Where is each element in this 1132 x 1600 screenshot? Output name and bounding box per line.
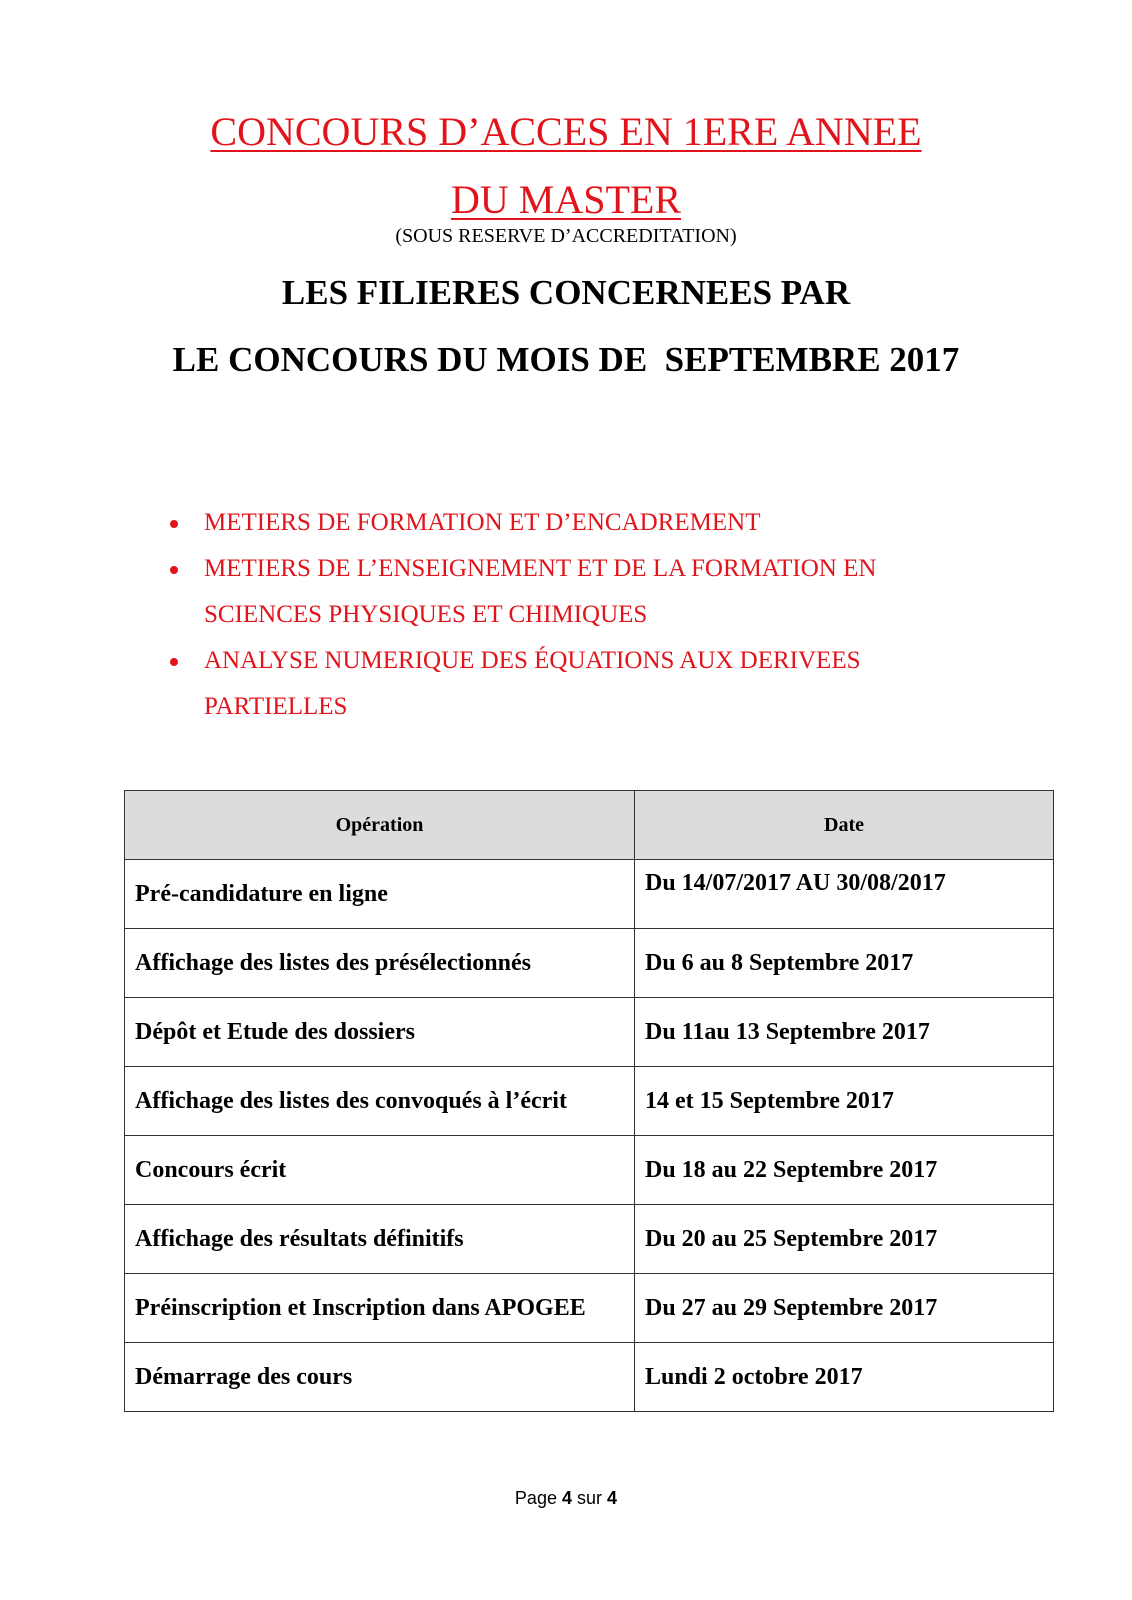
title-line-2: DU MASTER [450,177,682,222]
date-cell: Du 14/07/2017 AU 30/08/2017 [635,860,1054,929]
column-header-date: Date [635,791,1054,860]
table-row [125,1343,1054,1412]
date-cell: Du 18 au 22 Septembre 2017 [635,1136,1054,1205]
list-item [170,546,930,638]
table-header-row [125,791,1054,860]
table-row [125,1067,1054,1136]
date-cell: Du 20 au 25 Septembre 2017 [635,1205,1054,1274]
operation-cell: Affichage des listes des convoqués à l’écrit [125,1067,635,1136]
operation-cell: Affichage des listes des présélectionnés [125,929,635,998]
heading-line-2: LE CONCOURS DU MOIS DE SEPTEMBRE 2017 [172,340,960,379]
table-row [125,929,1054,998]
bullet-icon [170,658,178,666]
filiere-label: METIERS DE FORMATION ET D’ENCADREMENT [204,509,761,536]
current-page-number: 4 [561,1488,572,1508]
page-footer [0,1488,1132,1509]
list-item [170,638,930,730]
title-line-1: CONCOURS D’ACCES EN 1ERE ANNEE [210,109,922,154]
list-item [170,500,930,546]
operation-cell: Démarrage des cours [125,1343,635,1412]
bullet-icon [170,520,178,528]
page-separator: sur [577,1488,603,1508]
heading-line-1: LES FILIERES CONCERNEES PAR [281,273,851,312]
operation-cell: Concours écrit [125,1136,635,1205]
table-row [125,998,1054,1067]
table-row [125,1205,1054,1274]
operation-cell: Dépôt et Etude des dossiers [125,998,635,1067]
table-row [125,1136,1054,1205]
page-label: Page [514,1488,557,1508]
total-pages-number: 4 [607,1488,618,1508]
table-row [125,1274,1054,1343]
date-cell: 14 et 15 Septembre 2017 [635,1067,1054,1136]
date-cell: Du 11au 13 Septembre 2017 [635,998,1054,1067]
schedule-table [124,790,1054,1412]
date-cell: Du 27 au 29 Septembre 2017 [635,1274,1054,1343]
subtitle: (SOUS RESERVE D’ACCREDITATION) [395,225,737,247]
filiere-label: ANALYSE NUMERIQUE DES ÉQUATIONS AUX DERIVEES PARTIELLES [204,647,861,720]
operation-cell: Préinscription et Inscription dans APOGEE [125,1274,635,1343]
table-row [125,860,1054,929]
column-header-operation: Opération [125,791,635,860]
operation-cell: Pré-candidature en ligne [125,860,635,929]
filieres-list [170,500,930,730]
operation-cell: Affichage des résultats définitifs [125,1205,635,1274]
filiere-label: METIERS DE L’ENSEIGNEMENT ET DE LA FORMATION EN SCIENCES PHYSIQUES ET CHIMIQUES [204,555,877,628]
date-cell: Lundi 2 octobre 2017 [635,1343,1054,1412]
bullet-icon [170,566,178,574]
date-cell: Du 6 au 8 Septembre 2017 [635,929,1054,998]
